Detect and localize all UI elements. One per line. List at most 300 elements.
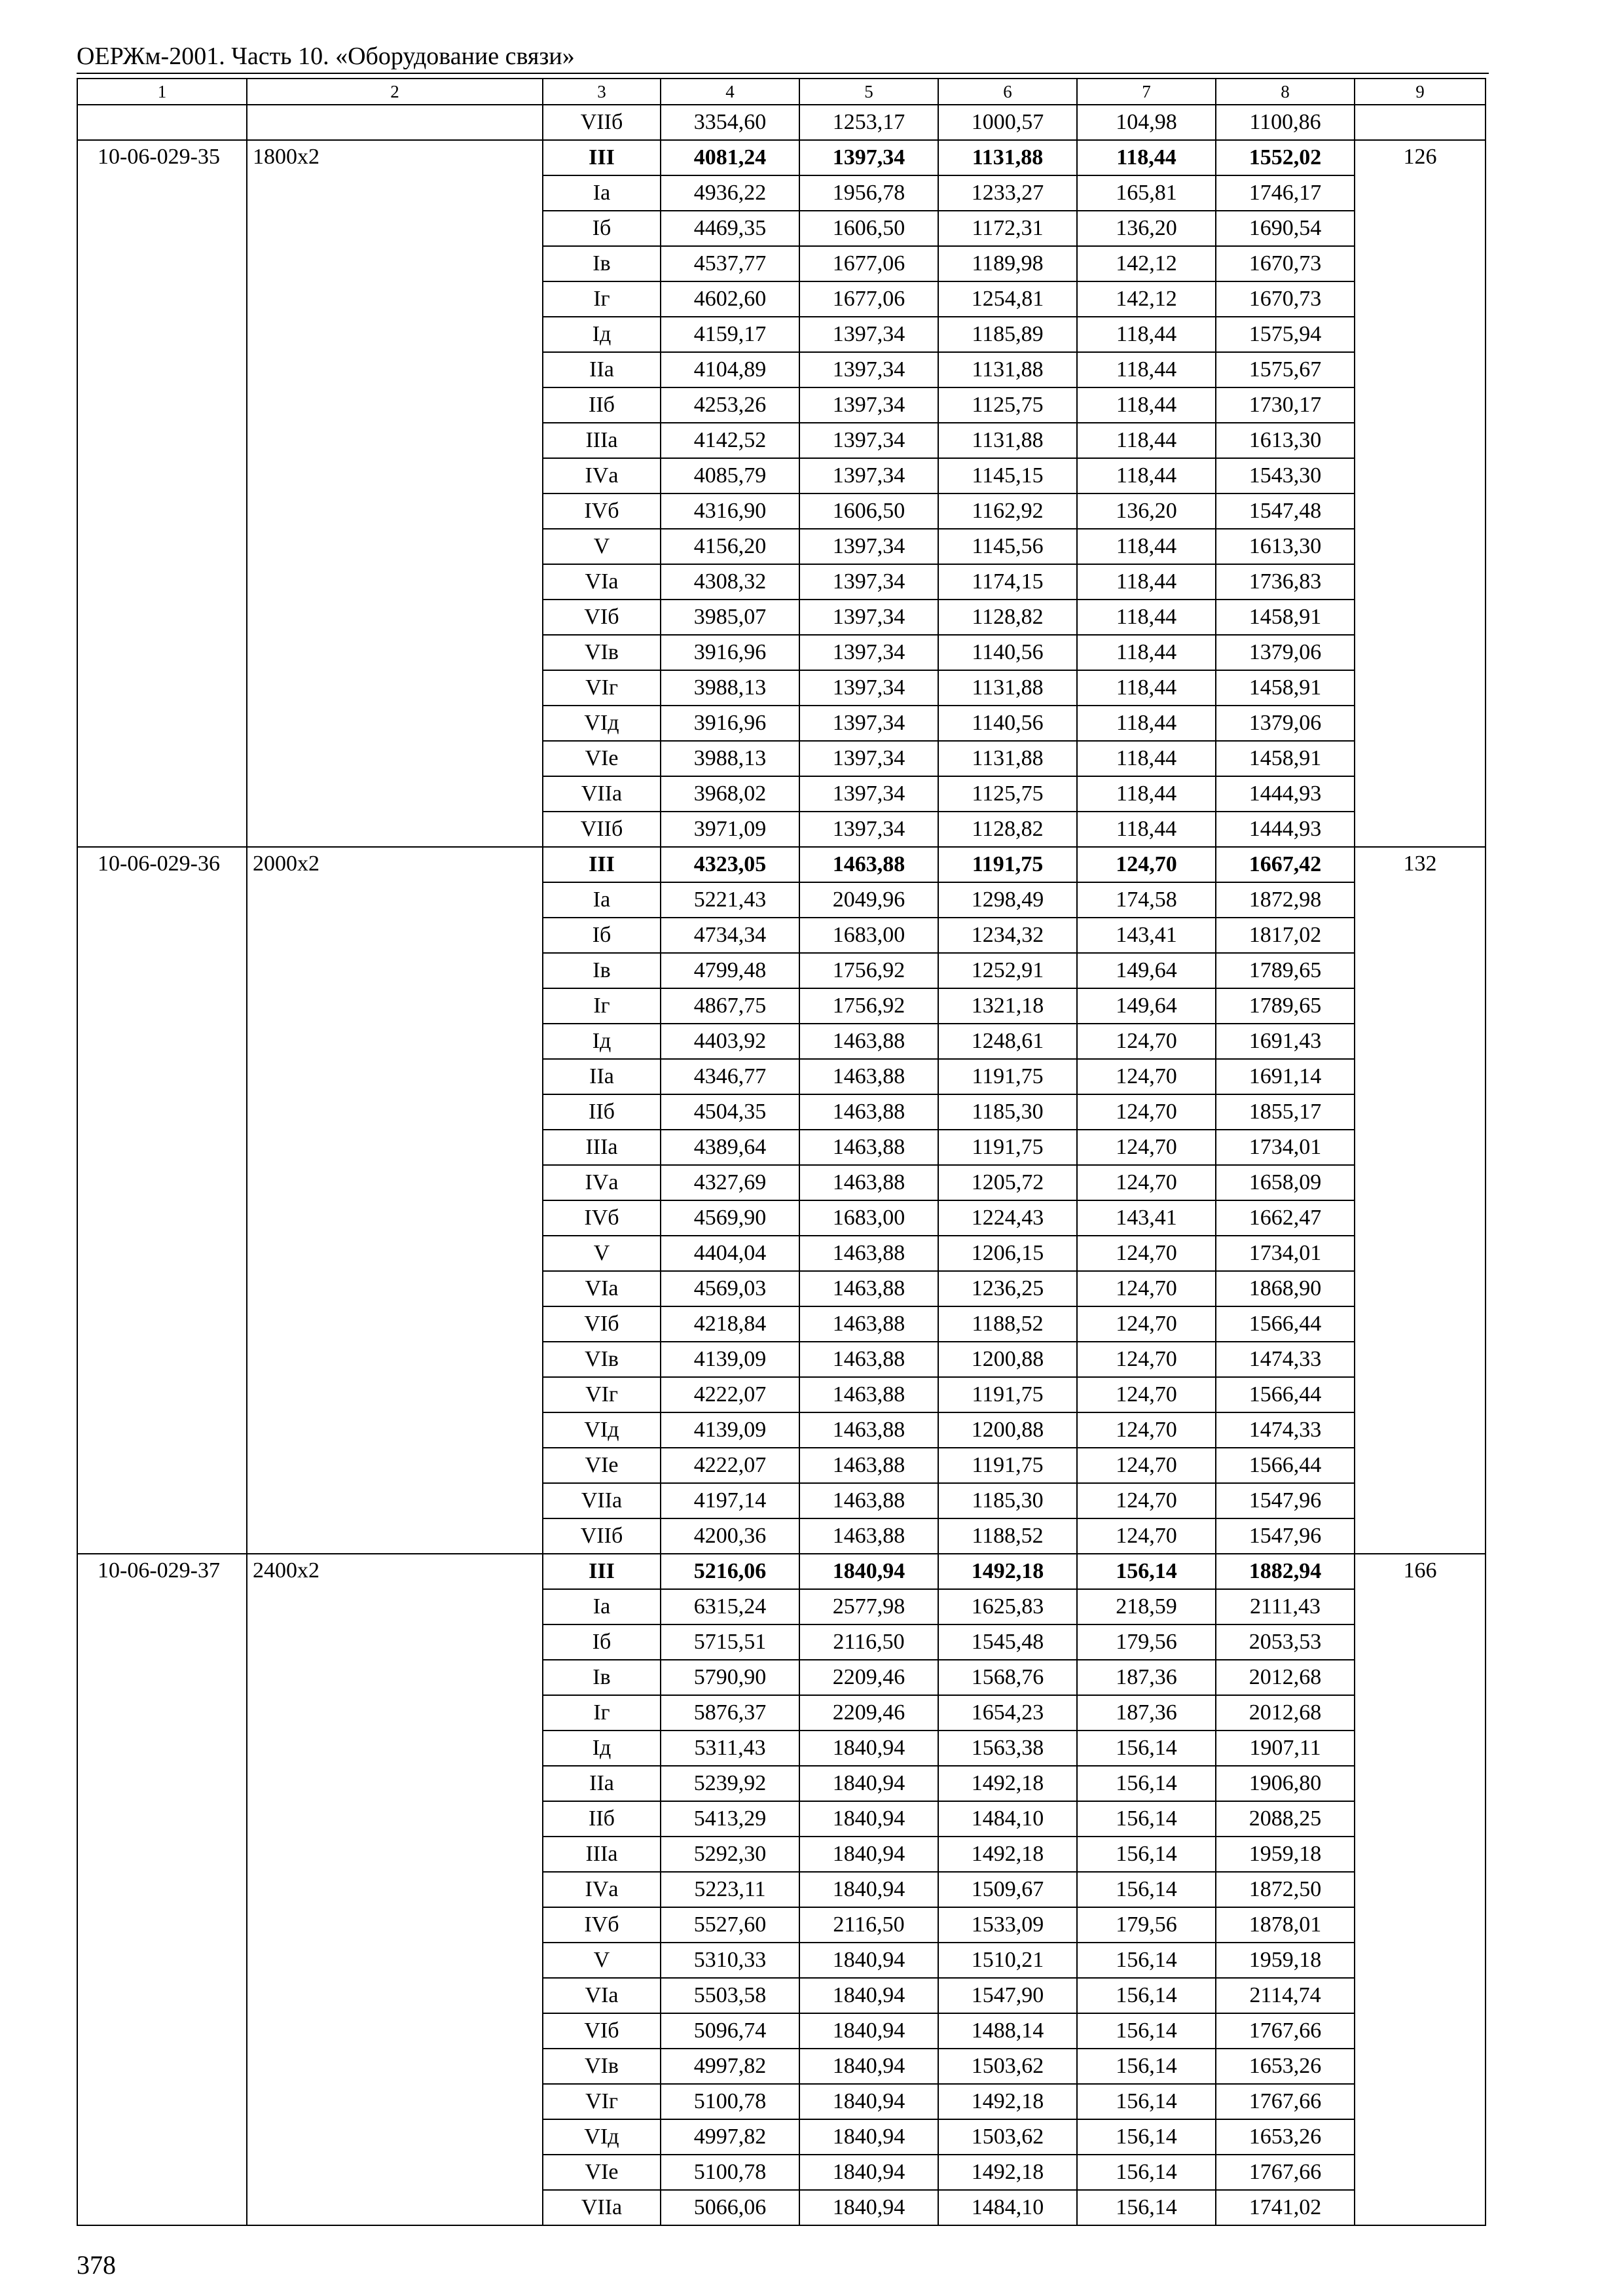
- value-cell: 1840,94: [799, 2119, 938, 2155]
- value-cell: 5503,58: [661, 1978, 799, 2013]
- value-cell: 3916,96: [661, 706, 799, 741]
- value-cell: 1492,18: [938, 1766, 1077, 1801]
- value-cell: 1234,32: [938, 918, 1077, 953]
- zone-cell: IVб: [543, 1200, 661, 1236]
- value-cell: 5223,11: [661, 1872, 799, 1907]
- value-cell: 1463,88: [799, 1130, 938, 1165]
- value-cell: 218,59: [1077, 1589, 1216, 1624]
- value-cell: 2577,98: [799, 1589, 938, 1624]
- value-cell: 4222,07: [661, 1377, 799, 1412]
- value-cell: 1463,88: [799, 1377, 938, 1412]
- value-cell: 187,36: [1077, 1660, 1216, 1695]
- value-cell: 124,70: [1077, 847, 1216, 882]
- zone-cell: VIб: [543, 2013, 661, 2049]
- unit-cell: 166: [1355, 1554, 1486, 2225]
- value-cell: 156,14: [1077, 2119, 1216, 2155]
- value-cell: 1767,66: [1216, 2084, 1355, 2119]
- value-cell: 1658,09: [1216, 1165, 1355, 1200]
- zone-cell: Iд: [543, 1731, 661, 1766]
- value-cell: 118,44: [1077, 317, 1216, 352]
- value-cell: 1463,88: [799, 1448, 938, 1483]
- value-cell: 1840,94: [799, 2155, 938, 2190]
- value-cell: 4159,17: [661, 317, 799, 352]
- value-cell: 5790,90: [661, 1660, 799, 1695]
- value-cell: 1463,88: [799, 1342, 938, 1377]
- value-cell: 4200,36: [661, 1518, 799, 1554]
- value-cell: 1691,14: [1216, 1059, 1355, 1094]
- value-cell: 1959,18: [1216, 1943, 1355, 1978]
- value-cell: 156,14: [1077, 2084, 1216, 2119]
- value-cell: 4867,75: [661, 988, 799, 1024]
- value-cell: 124,70: [1077, 1094, 1216, 1130]
- zone-cell: VIд: [543, 1412, 661, 1448]
- value-cell: 1552,02: [1216, 140, 1355, 175]
- value-cell: 1840,94: [799, 1554, 938, 1589]
- value-cell: 1397,34: [799, 812, 938, 847]
- value-cell: 1840,94: [799, 2190, 938, 2225]
- value-cell: 1188,52: [938, 1306, 1077, 1342]
- value-cell: 1730,17: [1216, 387, 1355, 423]
- zone-cell: Iб: [543, 918, 661, 953]
- value-cell: 5066,06: [661, 2190, 799, 2225]
- value-cell: 1670,73: [1216, 281, 1355, 317]
- zone-cell: VIг: [543, 2084, 661, 2119]
- value-cell: 156,14: [1077, 1554, 1216, 1589]
- value-cell: 1474,33: [1216, 1342, 1355, 1377]
- value-cell: 5311,43: [661, 1731, 799, 1766]
- value-cell: 1131,88: [938, 140, 1077, 175]
- value-cell: 1224,43: [938, 1200, 1077, 1236]
- value-cell: 1789,65: [1216, 988, 1355, 1024]
- value-cell: 1463,88: [799, 1306, 938, 1342]
- column-number: 3: [543, 79, 661, 105]
- value-cell: 1145,56: [938, 529, 1077, 564]
- value-cell: 136,20: [1077, 493, 1216, 529]
- zone-cell: Iв: [543, 953, 661, 988]
- zone-cell: VIв: [543, 2049, 661, 2084]
- value-cell: 1677,06: [799, 246, 938, 281]
- value-cell: 1205,72: [938, 1165, 1077, 1200]
- value-cell: 1840,94: [799, 1872, 938, 1907]
- column-number: 2: [247, 79, 543, 105]
- value-cell: 1248,61: [938, 1024, 1077, 1059]
- value-cell: 156,14: [1077, 1943, 1216, 1978]
- zone-cell: IVа: [543, 458, 661, 493]
- value-cell: 1872,50: [1216, 1872, 1355, 1907]
- value-cell: 1463,88: [799, 847, 938, 882]
- value-cell: 1547,96: [1216, 1518, 1355, 1554]
- zone-cell: IVб: [543, 1907, 661, 1943]
- value-cell: 1253,17: [799, 105, 938, 140]
- value-cell: 4139,09: [661, 1342, 799, 1377]
- value-cell: 4504,35: [661, 1094, 799, 1130]
- column-number: 6: [938, 79, 1077, 105]
- column-number-row: [77, 79, 1486, 105]
- value-cell: 1100,86: [1216, 105, 1355, 140]
- value-cell: 124,70: [1077, 1518, 1216, 1554]
- value-cell: 1463,88: [799, 1024, 938, 1059]
- value-cell: 118,44: [1077, 776, 1216, 812]
- value-cell: 1734,01: [1216, 1236, 1355, 1271]
- column-number: 5: [799, 79, 938, 105]
- zone-cell: VIв: [543, 1342, 661, 1377]
- value-cell: 1191,75: [938, 1377, 1077, 1412]
- value-cell: 4085,79: [661, 458, 799, 493]
- value-cell: 4469,35: [661, 211, 799, 246]
- value-cell: 1397,34: [799, 741, 938, 776]
- value-cell: 1956,78: [799, 175, 938, 211]
- value-cell: 1767,66: [1216, 2155, 1355, 2190]
- value-cell: 1510,21: [938, 1943, 1077, 1978]
- value-cell: 1463,88: [799, 1271, 938, 1306]
- value-cell: 2088,25: [1216, 1801, 1355, 1837]
- zone-cell: Iг: [543, 988, 661, 1024]
- value-cell: 1140,56: [938, 706, 1077, 741]
- value-cell: 3971,09: [661, 812, 799, 847]
- value-cell: 4537,77: [661, 246, 799, 281]
- value-cell: 2049,96: [799, 882, 938, 918]
- value-cell: 4197,14: [661, 1483, 799, 1518]
- zone-cell: V: [543, 1943, 661, 1978]
- value-cell: 2114,74: [1216, 1978, 1355, 2013]
- value-cell: 142,12: [1077, 246, 1216, 281]
- zone-cell: VIд: [543, 2119, 661, 2155]
- value-cell: 1185,89: [938, 317, 1077, 352]
- value-cell: 4602,60: [661, 281, 799, 317]
- value-cell: 1606,50: [799, 211, 938, 246]
- value-cell: 3354,60: [661, 105, 799, 140]
- value-cell: 4997,82: [661, 2049, 799, 2084]
- value-cell: 1868,90: [1216, 1271, 1355, 1306]
- value-cell: 1767,66: [1216, 2013, 1355, 2049]
- value-cell: 1840,94: [799, 1731, 938, 1766]
- value-cell: 1653,26: [1216, 2049, 1355, 2084]
- value-cell: 1458,91: [1216, 600, 1355, 635]
- value-cell: 1840,94: [799, 2013, 938, 2049]
- value-cell: 1128,82: [938, 600, 1077, 635]
- code-cell: 10-06-029-36: [77, 847, 247, 1554]
- value-cell: 1563,38: [938, 1731, 1077, 1766]
- value-cell: 1492,18: [938, 2155, 1077, 2190]
- value-cell: 1690,54: [1216, 211, 1355, 246]
- value-cell: 1547,96: [1216, 1483, 1355, 1518]
- value-cell: 1397,34: [799, 458, 938, 493]
- value-cell: 3988,13: [661, 741, 799, 776]
- value-cell: 1840,94: [799, 1766, 938, 1801]
- value-cell: 1379,06: [1216, 635, 1355, 670]
- value-cell: 5100,78: [661, 2084, 799, 2119]
- value-cell: 4308,32: [661, 564, 799, 600]
- value-cell: 156,14: [1077, 1766, 1216, 1801]
- value-cell: 1492,18: [938, 2084, 1077, 2119]
- zone-cell: IIб: [543, 1801, 661, 1837]
- value-cell: 1882,94: [1216, 1554, 1355, 1589]
- section-cell: 2000х2: [247, 847, 543, 1554]
- page-header: ОЕРЖм-2001. Часть 10. «Оборудование связи»: [77, 43, 575, 70]
- zone-cell: VIе: [543, 2155, 661, 2190]
- value-cell: 1566,44: [1216, 1377, 1355, 1412]
- zone-cell: V: [543, 1236, 661, 1271]
- value-cell: 4569,90: [661, 1200, 799, 1236]
- zone-cell: VIе: [543, 741, 661, 776]
- value-cell: 1131,88: [938, 423, 1077, 458]
- value-cell: 118,44: [1077, 741, 1216, 776]
- zone-cell: VIб: [543, 1306, 661, 1342]
- value-cell: 1503,62: [938, 2049, 1077, 2084]
- zone-cell: IIб: [543, 387, 661, 423]
- unit-cell: 126: [1355, 140, 1486, 847]
- value-cell: 1613,30: [1216, 529, 1355, 564]
- zone-cell: IVа: [543, 1872, 661, 1907]
- value-cell: 1131,88: [938, 741, 1077, 776]
- value-cell: 1683,00: [799, 918, 938, 953]
- value-cell: 4156,20: [661, 529, 799, 564]
- value-cell: 118,44: [1077, 670, 1216, 706]
- zone-cell: IIIа: [543, 1837, 661, 1872]
- value-cell: 156,14: [1077, 2155, 1216, 2190]
- zone-cell: VIг: [543, 1377, 661, 1412]
- value-cell: 1397,34: [799, 140, 938, 175]
- value-cell: 1756,92: [799, 988, 938, 1024]
- value-cell: 118,44: [1077, 458, 1216, 493]
- value-cell: 1488,14: [938, 2013, 1077, 2049]
- value-cell: 118,44: [1077, 423, 1216, 458]
- value-cell: 1662,47: [1216, 1200, 1355, 1236]
- value-cell: 1397,34: [799, 776, 938, 812]
- value-cell: 1691,43: [1216, 1024, 1355, 1059]
- value-cell: 2116,50: [799, 1624, 938, 1660]
- value-cell: 1185,30: [938, 1483, 1077, 1518]
- value-cell: 156,14: [1077, 2190, 1216, 2225]
- section-cell: [247, 105, 543, 140]
- value-cell: 124,70: [1077, 1165, 1216, 1200]
- value-cell: 1575,67: [1216, 352, 1355, 387]
- value-cell: 2111,43: [1216, 1589, 1355, 1624]
- value-cell: 1463,88: [799, 1483, 938, 1518]
- zone-cell: VIIб: [543, 1518, 661, 1554]
- value-cell: 1568,76: [938, 1660, 1077, 1695]
- value-cell: 1654,23: [938, 1695, 1077, 1731]
- value-cell: 1613,30: [1216, 423, 1355, 458]
- value-cell: 4936,22: [661, 175, 799, 211]
- value-cell: 1492,18: [938, 1554, 1077, 1589]
- value-cell: 1397,34: [799, 706, 938, 741]
- value-cell: 4253,26: [661, 387, 799, 423]
- value-cell: 179,56: [1077, 1907, 1216, 1943]
- zone-cell: Iб: [543, 1624, 661, 1660]
- value-cell: 124,70: [1077, 1342, 1216, 1377]
- value-cell: 118,44: [1077, 600, 1216, 635]
- value-cell: 1677,06: [799, 281, 938, 317]
- zone-cell: Iг: [543, 281, 661, 317]
- zone-cell: VIIа: [543, 776, 661, 812]
- value-cell: 5527,60: [661, 1907, 799, 1943]
- value-cell: 124,70: [1077, 1024, 1216, 1059]
- value-cell: 1463,88: [799, 1165, 938, 1200]
- zone-cell: VIг: [543, 670, 661, 706]
- zone-cell: VIв: [543, 635, 661, 670]
- zone-cell: VIа: [543, 564, 661, 600]
- value-cell: 1547,90: [938, 1978, 1077, 2013]
- value-cell: 1566,44: [1216, 1306, 1355, 1342]
- value-cell: 1397,34: [799, 600, 938, 635]
- value-cell: 143,41: [1077, 918, 1216, 953]
- value-cell: 1189,98: [938, 246, 1077, 281]
- value-cell: 5096,74: [661, 2013, 799, 2049]
- table-row: [77, 105, 1486, 140]
- value-cell: 1206,15: [938, 1236, 1077, 1271]
- value-cell: 1575,94: [1216, 317, 1355, 352]
- value-cell: 156,14: [1077, 1731, 1216, 1766]
- value-cell: 187,36: [1077, 1695, 1216, 1731]
- value-cell: 5216,06: [661, 1554, 799, 1589]
- value-cell: 5239,92: [661, 1766, 799, 1801]
- value-cell: 1397,34: [799, 529, 938, 564]
- unit-cell: 132: [1355, 847, 1486, 1554]
- value-cell: 156,14: [1077, 2013, 1216, 2049]
- zone-cell: Iг: [543, 1695, 661, 1731]
- value-cell: 1463,88: [799, 1518, 938, 1554]
- section-cell: 1800х2: [247, 140, 543, 847]
- value-cell: 1840,94: [799, 1978, 938, 2013]
- value-cell: 3916,96: [661, 635, 799, 670]
- value-cell: 1125,75: [938, 776, 1077, 812]
- value-cell: 1397,34: [799, 564, 938, 600]
- value-cell: 1606,50: [799, 493, 938, 529]
- value-cell: 1172,31: [938, 211, 1077, 246]
- value-cell: 1625,83: [938, 1589, 1077, 1624]
- value-cell: 4142,52: [661, 423, 799, 458]
- value-cell: 1145,15: [938, 458, 1077, 493]
- price-table: [77, 78, 1486, 2226]
- value-cell: 2012,68: [1216, 1660, 1355, 1695]
- value-cell: 1670,73: [1216, 246, 1355, 281]
- column-number: 9: [1355, 79, 1486, 105]
- value-cell: 2053,53: [1216, 1624, 1355, 1660]
- value-cell: 104,98: [1077, 105, 1216, 140]
- value-cell: 1191,75: [938, 847, 1077, 882]
- value-cell: 142,12: [1077, 281, 1216, 317]
- value-cell: 124,70: [1077, 1130, 1216, 1165]
- value-cell: 118,44: [1077, 706, 1216, 741]
- value-cell: 2116,50: [799, 1907, 938, 1943]
- value-cell: 4323,05: [661, 847, 799, 882]
- value-cell: 5876,37: [661, 1695, 799, 1731]
- value-cell: 1444,93: [1216, 812, 1355, 847]
- value-cell: 156,14: [1077, 1978, 1216, 2013]
- value-cell: 5715,51: [661, 1624, 799, 1660]
- page-number: 378: [77, 2250, 116, 2280]
- zone-cell: III: [543, 847, 661, 882]
- value-cell: 124,70: [1077, 1059, 1216, 1094]
- value-cell: 1566,44: [1216, 1448, 1355, 1483]
- value-cell: 124,70: [1077, 1412, 1216, 1448]
- value-cell: 6315,24: [661, 1589, 799, 1624]
- value-cell: 1397,34: [799, 317, 938, 352]
- zone-cell: V: [543, 529, 661, 564]
- header-rule: [77, 73, 1489, 74]
- value-cell: 1397,34: [799, 352, 938, 387]
- value-cell: 1321,18: [938, 988, 1077, 1024]
- value-cell: 1855,17: [1216, 1094, 1355, 1130]
- zone-cell: IIIа: [543, 423, 661, 458]
- value-cell: 1545,48: [938, 1624, 1077, 1660]
- value-cell: 1191,75: [938, 1059, 1077, 1094]
- value-cell: 1484,10: [938, 1801, 1077, 1837]
- value-cell: 5413,29: [661, 1801, 799, 1837]
- zone-cell: III: [543, 140, 661, 175]
- value-cell: 1746,17: [1216, 175, 1355, 211]
- value-cell: 3985,07: [661, 600, 799, 635]
- value-cell: 4799,48: [661, 953, 799, 988]
- value-cell: 1444,93: [1216, 776, 1355, 812]
- value-cell: 4222,07: [661, 1448, 799, 1483]
- value-cell: 1474,33: [1216, 1412, 1355, 1448]
- value-cell: 1840,94: [799, 2049, 938, 2084]
- value-cell: 4569,03: [661, 1271, 799, 1306]
- zone-cell: IIа: [543, 1059, 661, 1094]
- value-cell: 149,64: [1077, 988, 1216, 1024]
- value-cell: 5310,33: [661, 1943, 799, 1978]
- column-number: 1: [77, 79, 247, 105]
- value-cell: 2209,46: [799, 1695, 938, 1731]
- value-cell: 1872,98: [1216, 882, 1355, 918]
- value-cell: 1509,67: [938, 1872, 1077, 1907]
- value-cell: 1252,91: [938, 953, 1077, 988]
- value-cell: 1533,09: [938, 1907, 1077, 1943]
- zone-cell: VIе: [543, 1448, 661, 1483]
- value-cell: 1547,48: [1216, 493, 1355, 529]
- value-cell: 4389,64: [661, 1130, 799, 1165]
- zone-cell: Iд: [543, 317, 661, 352]
- value-cell: 4139,09: [661, 1412, 799, 1448]
- column-number: 8: [1216, 79, 1355, 105]
- value-cell: 1254,81: [938, 281, 1077, 317]
- zone-cell: III: [543, 1554, 661, 1589]
- value-cell: 5221,43: [661, 882, 799, 918]
- value-cell: 1191,75: [938, 1130, 1077, 1165]
- value-cell: 1907,11: [1216, 1731, 1355, 1766]
- table-body: [77, 79, 1486, 2225]
- zone-cell: Iд: [543, 1024, 661, 1059]
- value-cell: 1463,88: [799, 1059, 938, 1094]
- zone-cell: IIIа: [543, 1130, 661, 1165]
- table-row: [77, 847, 1486, 882]
- value-cell: 1789,65: [1216, 953, 1355, 988]
- value-cell: 118,44: [1077, 352, 1216, 387]
- value-cell: 124,70: [1077, 1306, 1216, 1342]
- value-cell: 124,70: [1077, 1448, 1216, 1483]
- value-cell: 1492,18: [938, 1837, 1077, 1872]
- value-cell: 1683,00: [799, 1200, 938, 1236]
- value-cell: 1959,18: [1216, 1837, 1355, 1872]
- column-number: 7: [1077, 79, 1216, 105]
- value-cell: 156,14: [1077, 1872, 1216, 1907]
- value-cell: 1233,27: [938, 175, 1077, 211]
- value-cell: 2209,46: [799, 1660, 938, 1695]
- value-cell: 4403,92: [661, 1024, 799, 1059]
- table-row: [77, 140, 1486, 175]
- value-cell: 179,56: [1077, 1624, 1216, 1660]
- value-cell: 4997,82: [661, 2119, 799, 2155]
- zone-cell: Iа: [543, 1589, 661, 1624]
- zone-cell: IIа: [543, 1766, 661, 1801]
- zone-cell: VIа: [543, 1978, 661, 2013]
- value-cell: 156,14: [1077, 1837, 1216, 1872]
- zone-cell: Iв: [543, 1660, 661, 1695]
- value-cell: 5100,78: [661, 2155, 799, 2190]
- value-cell: 1162,92: [938, 493, 1077, 529]
